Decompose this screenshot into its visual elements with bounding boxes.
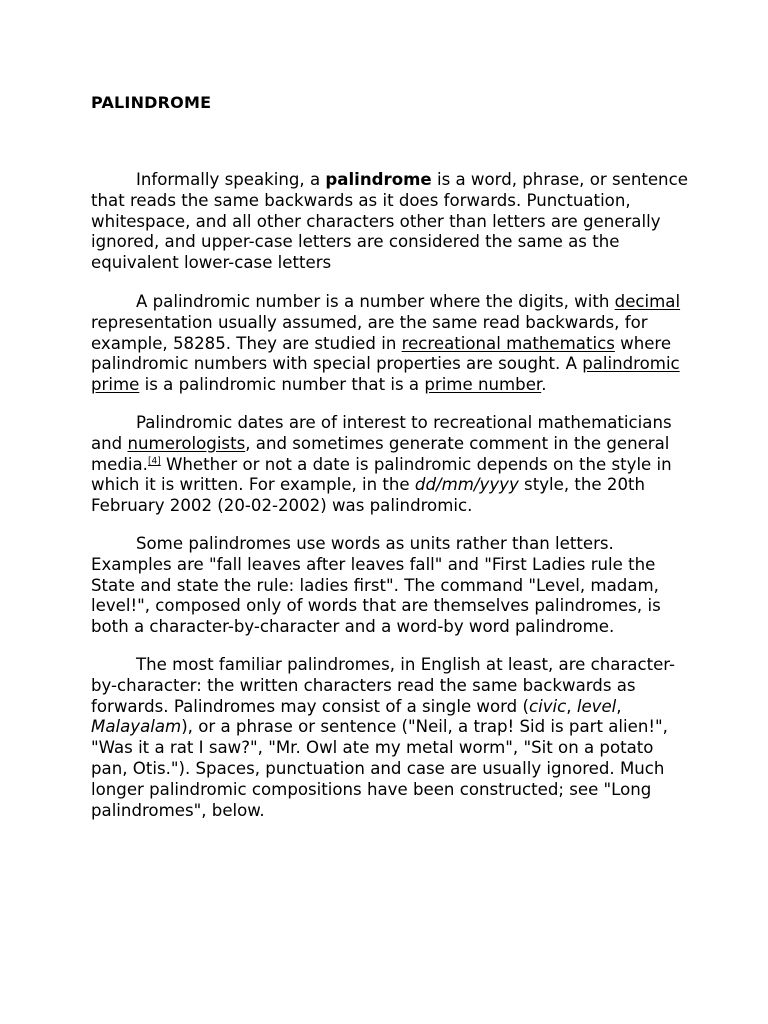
italic-date-format: dd/mm/yyyy: [414, 475, 519, 495]
text-run: Some palindromes use words as units rather than letters. Examples are "fall leaves after leaves fall" and "First Ladies rule the State and state the rule: ladies first". The command "Level, madam, level!", composed only of words that are themselves palindromes, is both a character-by-character and a word-by word palindrome.: [91, 533, 661, 637]
text-run: The most familiar palindromes, in English at least, are character-by-character: the written characters read the same backwards as forwards. Palindromes may consist of a single word (: [91, 654, 676, 716]
text-run: Whether or not a date is palindromic depends on the style in which it is written. For example, in the: [91, 454, 672, 495]
text-run: where palindromic numbers with special properties are sought. A: [91, 333, 672, 374]
text-run: ,: [566, 696, 577, 716]
link-prime-number[interactable]: prime number: [424, 375, 542, 395]
text-run: style, the 20th February 2002 (20-02-2002) was palindromic.: [91, 475, 646, 516]
link-recreational-mathematics[interactable]: recreational mathematics: [401, 333, 615, 353]
document-body: [91, 170, 691, 838]
text-run: .: [541, 375, 547, 395]
paragraph-palindromic-dates: [91, 413, 691, 517]
bold-term-palindrome: palindrome: [325, 170, 432, 189]
italic-word-level: level: [576, 696, 617, 716]
document-title: PALINDROME: [91, 93, 212, 112]
link-palindromic-prime[interactable]: palindromic prime: [91, 354, 680, 395]
text-run: Palindromic dates are of interest to recreational mathematicians and: [91, 412, 672, 453]
reference-link[interactable]: [4]: [147, 456, 161, 467]
paragraph-word-palindromes: [91, 534, 691, 638]
paragraph-familiar-palindromes: [91, 655, 691, 821]
text-run: is a word, phrase, or sentence that reads the same backwards as it does forwards. Punctuation, whitespace, and all other characters other than letters are generally ignored, and upper-case letters are considered the same as the equivalent lower-case letters: [91, 170, 688, 273]
text-run: A palindromic number is a number where the digits, with: [136, 291, 615, 311]
italic-word-malayalam: Malayalam: [91, 717, 182, 737]
link-numerologists[interactable]: numerologists: [127, 433, 246, 453]
link-decimal[interactable]: decimal: [614, 291, 681, 311]
italic-word-civic: civic: [528, 696, 567, 716]
paragraph-definition: [91, 170, 691, 274]
text-run: ,: [616, 696, 622, 716]
text-run: Informally speaking, a: [136, 170, 326, 189]
text-run: is a palindromic number that is a: [139, 375, 425, 395]
text-run: , and sometimes generate comment in the general media.: [91, 433, 670, 474]
text-run: ), or a phrase or sentence ("Neil, a trap! Sid is part alien!", "Was it a rat I saw?", "Mr. Owl ate my metal worm", "Sit on a potato pan, Otis."). Spaces, punctuation and case are usually ignored. Much longer palindromic compositions have been constructed; see "Long palindromes", below.: [91, 717, 668, 820]
text-run: representation usually assumed, are the same read backwards, for example, 58285. They are studied in: [91, 312, 648, 353]
paragraph-palindromic-numbers: [91, 292, 691, 396]
